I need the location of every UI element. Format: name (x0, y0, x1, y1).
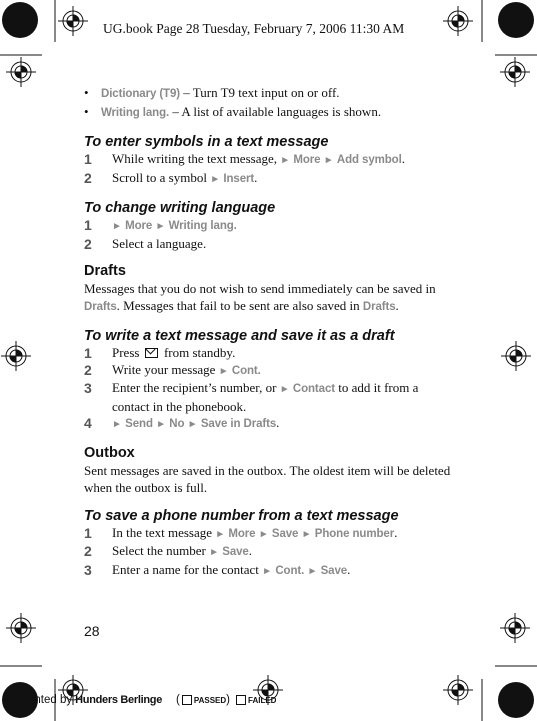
registration-mark (501, 341, 531, 371)
registration-mark (443, 6, 473, 36)
registration-mark (6, 613, 36, 643)
step: 2 Select the number ► Save. (84, 543, 252, 559)
arrow-icon: ► (156, 419, 167, 430)
registration-mark (6, 57, 36, 87)
page-number: 28 (84, 623, 100, 639)
option-list (84, 84, 454, 122)
step: 1 In the text message ► More ► Save ► Phone number. (84, 524, 398, 541)
paragraph: Messages that you do not wish to send immediately can be saved in Drafts. Messages that fail to be sent are also saved in Drafts. (84, 281, 436, 313)
corner-blob (498, 682, 534, 718)
section-heading: To write a text message and save it as a draft (84, 328, 395, 344)
registration-mark (500, 613, 530, 643)
print-header: UG.book Page 28 Tuesday, February 7, 2006 11:30 AM (103, 21, 405, 36)
section-heading: Drafts (84, 263, 126, 279)
paragraph: Sent messages are saved in the outbox. The oldest item will be deleted when the outbox is full. (84, 462, 451, 495)
arrow-icon: ► (155, 221, 166, 232)
step: 2 Scroll to a symbol ► Insert. (84, 169, 258, 186)
arrow-icon: ► (301, 528, 312, 540)
section-heading: To save a phone number from a text message (84, 507, 399, 524)
step: 1 While writing the text message, ► More ► Add symbol. (84, 151, 405, 167)
corner-blob (498, 2, 534, 38)
step: 2 Write your message ► Cont. (84, 361, 261, 378)
section-heading: To change writing language (84, 200, 276, 216)
arrow-icon: ► (210, 173, 221, 185)
footer-prefix: Prelighted by (5, 694, 73, 706)
arrow-icon: ► (187, 419, 198, 430)
arrow-icon: ► (323, 155, 334, 166)
step: 4 ► Send ► No ► Save in Drafts. (84, 415, 280, 431)
step: 1 ► More ► Writing lang. (84, 217, 237, 233)
arrow-icon: ► (262, 565, 273, 577)
preflight-footer: Prelighted by Hunders Berlinge ( PASSED ) FAILED (5, 694, 277, 706)
arrow-icon: ► (258, 528, 269, 540)
registration-mark (500, 57, 530, 87)
arrow-icon: ► (112, 419, 122, 430)
arrow-icon: ► (215, 528, 226, 540)
menu-term: Writing lang. (101, 107, 170, 119)
arrow-icon: ► (112, 221, 122, 232)
step: 2 Select a language. (84, 235, 207, 252)
section-heading: Outbox (84, 444, 135, 461)
menu-term: Dictionary (T9) (101, 88, 181, 100)
passed-label: PASSED (193, 695, 227, 705)
footer-brand: Hunders Berlinge (75, 694, 163, 706)
step: 3 Enter a name for the contact ► Cont. ► Save. (84, 561, 351, 578)
page-content (84, 84, 454, 580)
failed-label: FAILED (248, 695, 277, 705)
checkbox-icon (182, 695, 192, 705)
corner-blob (2, 2, 38, 38)
registration-mark (58, 6, 88, 36)
checkbox-icon (236, 695, 246, 705)
registration-mark (1, 341, 31, 371)
list-item: • Dictionary (T9) – Turn T9 text input on or off. (84, 84, 454, 103)
step: 1 Press from standby. (84, 345, 236, 361)
step: 3 Enter the recipient’s number, or ► Contact to add it from a contact in the phonebook. (84, 380, 419, 414)
section-heading: To enter symbols in a text message (84, 134, 329, 150)
arrow-icon: ► (307, 565, 318, 577)
registration-mark (443, 675, 473, 705)
arrow-icon: ► (280, 155, 291, 166)
arrow-icon: ► (218, 365, 229, 377)
arrow-icon: ► (279, 384, 290, 395)
arrow-icon: ► (209, 547, 220, 558)
envelope-icon (145, 348, 158, 358)
list-item: • Writing lang. – A list of available languages is shown. (84, 103, 454, 122)
